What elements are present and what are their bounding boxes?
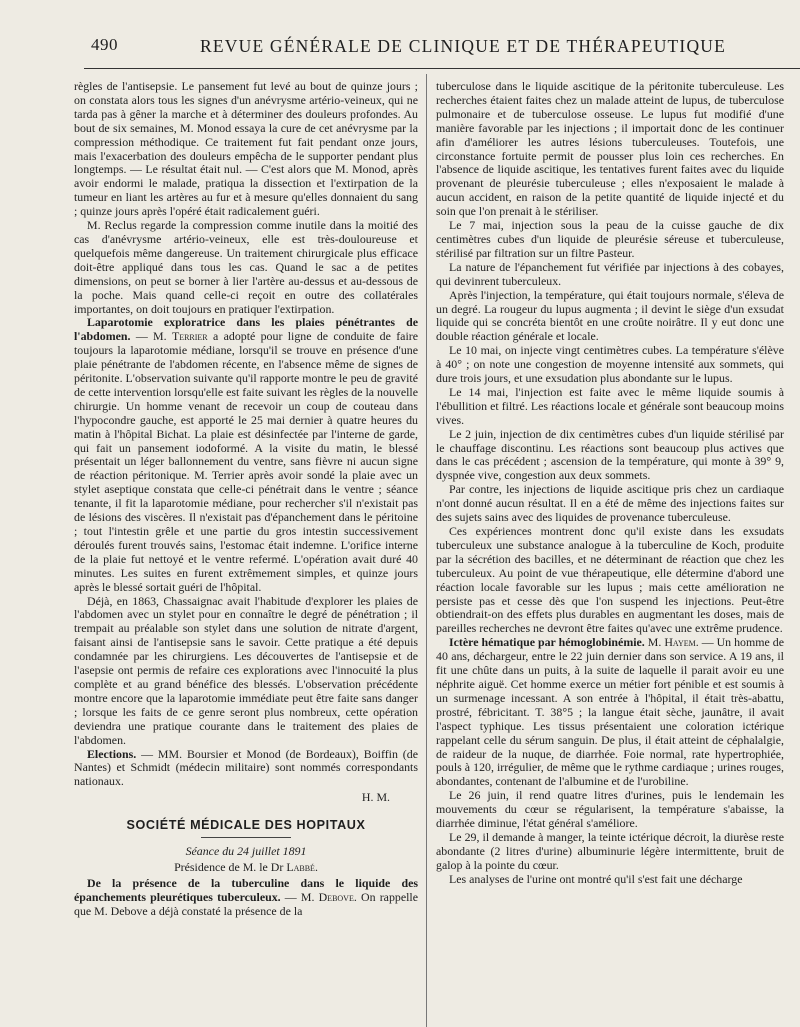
paragraph: Déjà, en 1863, Chassaignac avait l'habitude d'explorer les plaies de l'abdomen avec un stylet pour en connaître le degré de pénétration ; il trempait au préalable son stylet dans une solution de nitrate d'argent, faisant ainsi de l'antisepsie sans le savoir. Cette pratique a été depuis condamnée par les chirurgiens. Les découvertes de l'antisepsie et de l'asepsie ont permis de refaire ces explorations avec l'innocuité la plus complète et au grand bénéfice des blessés. L'observation précédente montre encore que la laparotomie immédiate peut être faite sans danger ; lorsque les faits de ce genre seront plus nombreux, cette opération deviendra une pratique courante dans le traitement des plaies de l'abdomen. xyxy=(74,593,418,747)
paragraph: Le 26 juin, il rend quatre litres d'urines, puis le lendemain les mouvements du cœur se régularisent, la température s'abaisse, la diarrhée diminue, l'état général s'améliore. xyxy=(436,788,784,831)
left-column xyxy=(74,80,418,919)
page-header xyxy=(0,35,800,61)
author-prefix: — M. xyxy=(280,889,319,904)
paragraph: Ces expériences montrent donc qu'il existe dans les exsudats tuberculeux une substance analogue à la tuberculine de Koch, produite par la sécrétion des bacilles, et ne déterminant de réaction que chez les tuberculeux. Au point de vue thérapeutique, elle détermine d'abord une réaction locale favorable sur les lupus ; mais cette amélioration ne persiste pas et cesse dès que l'on suspend les injections. Peut-être obtiendrait-on des effets plus durables en augmentant les doses, mais de pareilles recherches ne devront être faites qu'avec une extrême prudence. xyxy=(436,524,784,636)
paragraph: Le 14 mai, l'injection est faite avec le même liquide soumis à l'ébullition et filtré. Les réactions locale et générale sont beaucoup moins vives. xyxy=(436,384,784,427)
paragraph: La nature de l'épanchement fut vérifiée par injections à des cobayes, qui devinrent tuberculeux. xyxy=(436,259,784,288)
column-divider xyxy=(426,74,427,1027)
author-name: Terrier xyxy=(171,329,208,344)
society-title xyxy=(74,819,418,838)
paragraph: tuberculose dans le liquide ascitique de la péritonite tuberculeuse. Les recherches étaient faites chez un malade atteint de lupus, de tuberculose pulmonaire et de tuberculose osseuse. Le lupus fut modifié d'une manière favorable par les injections ; il importait donc de les continuer afin d'améliorer les autres lésions tuberculeuses. Toutefois, une circonstance fortuite permit de pousser plus loin ces recherches. En l'absence de liquide ascitique, les tentatives furent faites avec du liquide provenant de pleurésie tuberculeuse ; elles n'exposaient le malade à aucun accident, en raison de la petite quantité de liquide injecté et du soin que l'on prenait à le stériliser. xyxy=(436,79,784,219)
section-title: Elections. xyxy=(87,746,137,761)
running-title: REVUE GÉNÉRALE DE CLINIQUE ET DE THÉRAPEUTIQUE xyxy=(200,36,727,56)
section-title: Laparotomie exploratrice dans les plaies pénétrantes de l'abdomen. xyxy=(74,315,418,344)
section-text: . On rappelle que M. Debove a déjà constaté la présence de la xyxy=(74,889,418,918)
section-text: . — Un homme de 40 ans, déchargeur, entre le 22 juin dernier dans son service. A 19 ans, il fit une chûte dans un puits, à la suite de laquelle il parait avoir eu une néphrite aiguë. Cet homme exerce un métier fort pénible et est soumis à un surmenage incessant. A son entrée à l'hôpital, il était très-abattu, prostré, fébricitant. T. 38°5 ; la langue était sèche, jaunâtre, il avait l'aspect typhique. Les tissus présentaient une coloration ictérique rappelant celle du sérum sanguin. De plus, il était atteint de céphalalgie, de raideur de la nuque, de diarrhée. Foie normal, rate hypertrophiée, pouls à 120, irrégulier, de même que le rythme cardiaque ; urines rouges, abondantes, contenant de l'albumine et de l'urobiline. xyxy=(436,635,784,789)
paragraph: Par contre, les injections de liquide ascitique pris chez un cardiaque n'ont donné aucun résultat. Il en a été de même des injections faites sur des sujets sains avec des liquides de provenance tuberculeuse. xyxy=(436,482,784,525)
society-title-text: SOCIÉTÉ MÉDICALE DES HOPITAUX xyxy=(126,818,366,833)
presidence xyxy=(74,861,418,875)
signature: H. M. xyxy=(361,790,390,805)
paragraph: règles de l'antisepsie. Le pansement fut levé au bout de quinze jours ; on constata alors tous les signes d'un anévrysme artério-veineux, qui ne tarda pas à gêner la marche et à déterminer des douleurs profondes. Au bout de six semaines, M. Monod essaya la cure de cet anévrysme par la compression méthodique. Ce traitement fut fait pendant onze jours, mais l'exacerbation des douleurs empêcha de le supporter pendant plus longtemps. — Le résultat était nul. — C'est alors que M. Monod, après avoir endormi le malade, pratiqua la dissection et l'extirpation de la tumeur en liant les artères au fur et à mesure qu'elles donnaient du sang ; quinze jours après l'opéré était radicalement guéri. xyxy=(74,79,418,219)
section-title: De la présence de la tuberculine dans le liquide des épanchements pleurétiques tuberculeux. xyxy=(74,875,418,904)
section-text: — MM. Boursier et Monod (de Bordeaux), Boiffin (de Nantes) et Schmidt (médecin militaire) sont nommés correspondants nationaux. xyxy=(74,746,418,789)
right-column xyxy=(436,80,784,887)
presidence-suffix: . xyxy=(314,859,318,874)
paragraph: Les analyses de l'urine ont montré qu'il s'est fait une décharge xyxy=(449,871,743,886)
president-name: Labbé xyxy=(286,859,315,874)
presidence-prefix: Présidence de M. le Dr xyxy=(174,859,287,874)
page-number: 490 xyxy=(91,35,118,54)
author-name: Debove xyxy=(318,889,354,904)
paragraph: Le 29, il demande à manger, la teinte ictérique décroit, la diurèse reste abondante (2 litres d'urine) albuminurie légère intermittente, bruit de galop à la pointe du cœur. xyxy=(436,829,784,872)
society-title-rule xyxy=(201,837,291,838)
section-laparotomie xyxy=(74,316,418,594)
section-ictere xyxy=(436,636,784,789)
paragraph: Le 2 juin, injection de dix centimètres cubes d'un liquide stérilisé par le chauffage discontinu. Les réactions sont beaucoup plus actives que dans le cas précédent ; ascension de la température, qui monte à 39° 9, dyspnée vive, congestion aux deux sommets. xyxy=(436,426,784,483)
section-title: Ictère hématique par hémoglobinémie. xyxy=(449,635,645,650)
author-name: Hayem xyxy=(664,635,696,650)
author-prefix: M. xyxy=(644,635,665,650)
seance-date: Séance du 24 juillet 1891 xyxy=(185,844,307,859)
paragraph: M. Reclus regarde la compression comme inutile dans la moitié des cas d'anévrysme artério-veineux, elle est très-douloureuse et quelquefois même dangereuse. Un traitement chirurgicale plus efficace doit-être appliqué dans tous les cas. Quand le sac a de petites dimensions, on peut se borner à lier l'artère au-dessus et au-dessous de la poche. Mais quand celle-ci reçoit en outre des collatérales importantes, on doit toujours en pratiquer l'extirpation. xyxy=(74,218,418,316)
paragraph: Après l'injection, la température, qui était toujours normale, s'éleva de un degré. La rougeur du lupus augmenta ; il devint le siège d'un exsudat liquide qui se concréta bientôt en une croûte noirâtre. Il y eut donc une double réaction générale et locale. xyxy=(436,287,784,344)
section-text: a adopté pour ligne de conduite de faire toujours la laparotomie médiane, lorsqu'il se trouve en présence d'une plaie pénétrante de l'abdomen récente, en l'absence même de signes de péritonite. L'observation suivante qu'il rapporte montre le peu de gravité de cette intervention lorsqu'elle est faite suivant les règles de la nouvelle chirurgie. Un homme venant de recevoir un coup de couteau dans l'hypocondre gauche, est apporté le 25 mai dernier à quatre heures du matin à l'hôpital Bichat. La plaie est désinfectée par l'interne de garde, qui fait un pansement iodoformé. A la visite du matin, le blessé présentait un léger ballonnement du ventre, sans fièvre ni aucun signe de réaction péritonique. M. Terrier après avoir sondé la plaie avec un stylet aseptique constata que celle-ci pénétrait dans le ventre ; séance tenante, il fit la laparotomie médiane, pour rechercher s'il n'existait pas de lésions des viscères. Il n'existait pas d'épanchement dans le péritoine ; tout l'intestin grêle et une partie du gros intestin successivement déroulés furent trouvés sains, l'estomac était indemne. L'orifice interne de la plaie fut nettoyé et le ventre refermé. L'opération avait duré 40 minutes. Les suites en furent extrêmement simples, et quinze jours après le blessé sortait guéri de l'hôpital. xyxy=(74,329,419,594)
paragraph: Le 7 mai, injection sous la peau de la cuisse gauche de dix centimètres cubes d'un liquide de pleurésie séreuse et tuberculeuse, stérilisé par filtration sur un filtre Pasteur. xyxy=(436,218,784,260)
author-prefix: — M. xyxy=(130,329,172,344)
section-tuberculine xyxy=(74,877,418,919)
paragraph: Le 10 mai, on injecte vingt centimètres cubes. La température s'élève à 40° ; on note une congestion de moyenne intensité aux sommets, qui dure trois jours, et une exsudation plus abondante sur le lupus. xyxy=(436,343,784,386)
section-elections xyxy=(74,748,418,790)
header-rule xyxy=(84,68,800,69)
